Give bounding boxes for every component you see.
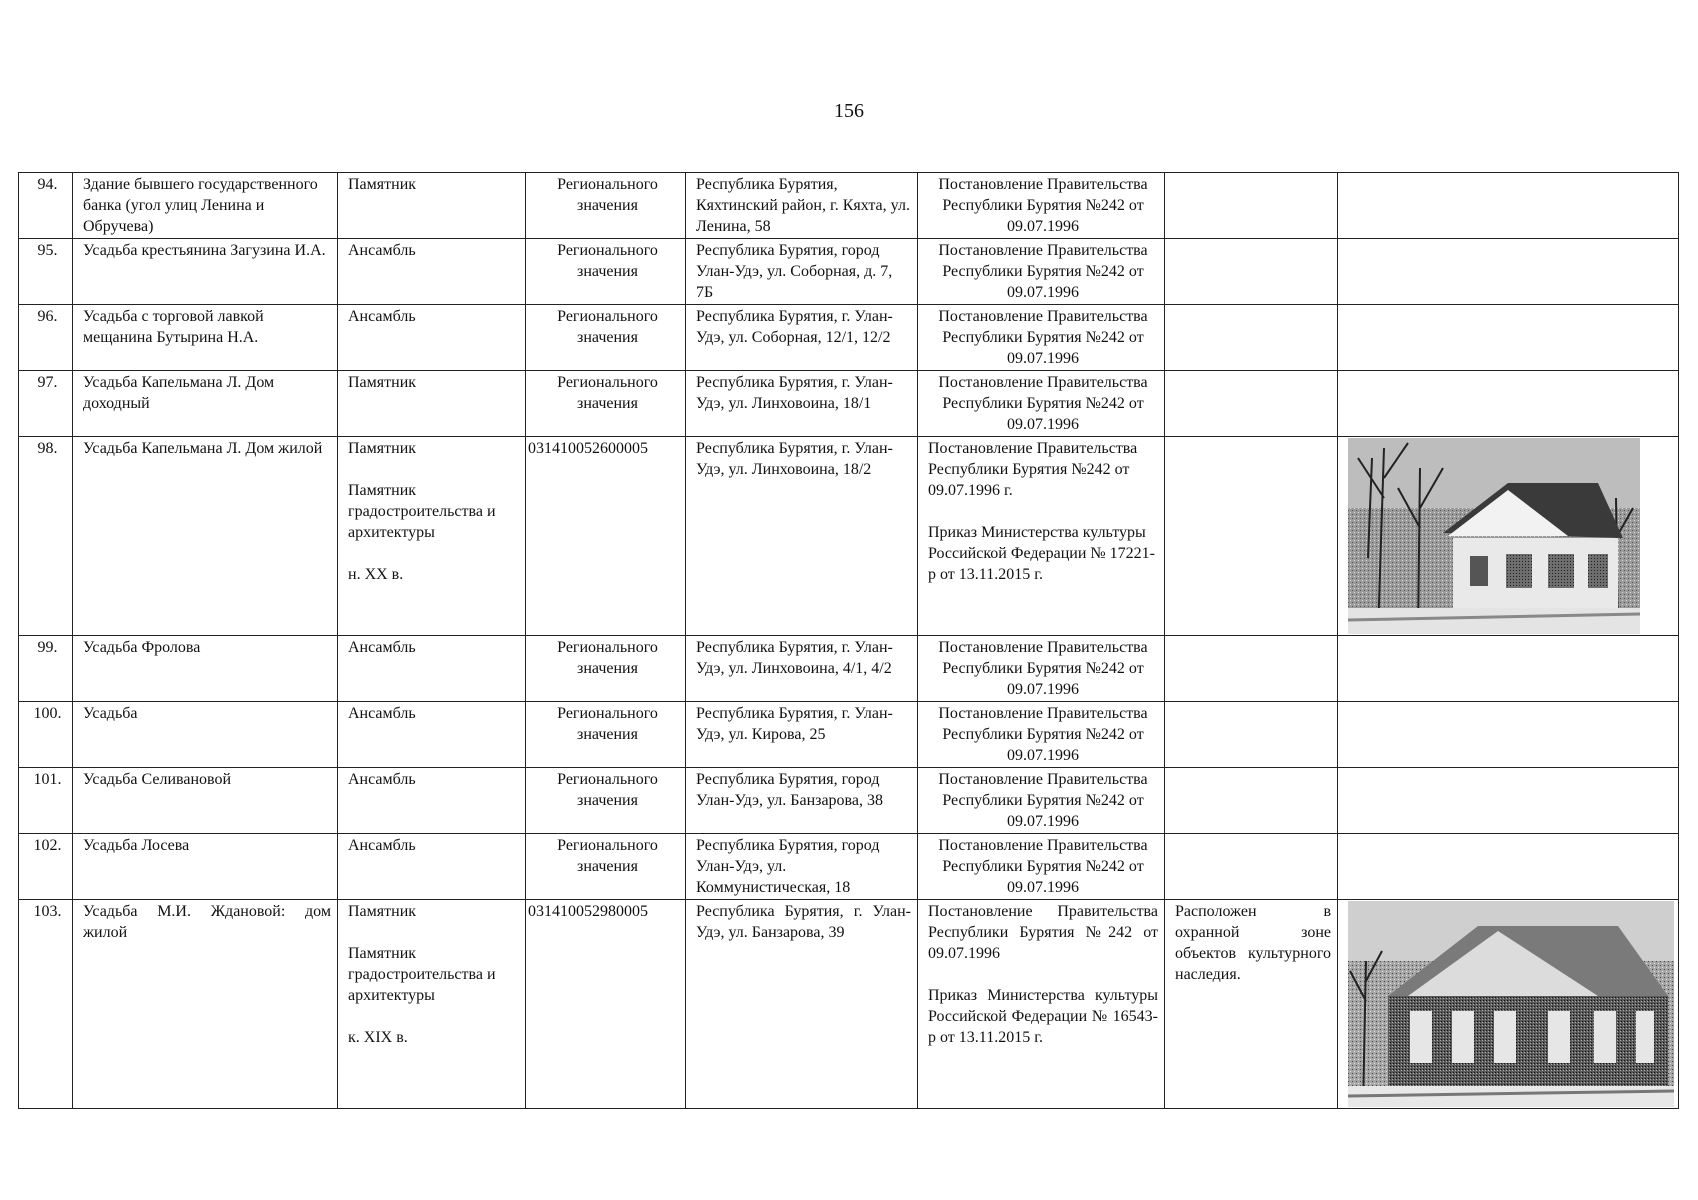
object-document: Постановление Правительства Республики Бурятия №242 от 09.07.1996 [918, 305, 1165, 371]
object-note: Расположен в охранной зоне объектов культурного наследия. [1165, 900, 1338, 1109]
table-row [19, 437, 1679, 636]
object-document: Постановление Правительства Республики Бурятия №242 от 09.07.1996 [918, 768, 1165, 834]
object-note [1165, 834, 1338, 900]
document-order: Приказ Министерства культуры Российской Федерации № 17221-р от 13.11.2015 г. [928, 524, 1156, 583]
row-number: 97. [19, 371, 73, 437]
object-name: Усадьба Капельмана Л. Дом жилой [73, 437, 338, 636]
object-type-label: Памятник [348, 440, 417, 457]
object-photo [1338, 305, 1679, 371]
object-document: Постановление Правительства Республики Бурятия №242 от 09.07.1996 [918, 239, 1165, 305]
registry-number: 031410052980005 [526, 900, 686, 1109]
row-number: 94. [19, 173, 73, 239]
object-name: Усадьба Капельмана Л. Дом доходный [73, 371, 338, 437]
object-address: Республика Бурятия, город Улан-Удэ, ул. Коммунистическая, 18 [686, 834, 918, 900]
table-row [19, 305, 1679, 371]
object-photo [1338, 636, 1679, 702]
object-type-detail: Памятник градостроительства и архитектуры [348, 482, 496, 541]
object-type: Ансамбль [338, 768, 526, 834]
object-name: Усадьба с торговой лавкой мещанина Бутырина Н.А. [73, 305, 338, 371]
object-category: Регионального значения [526, 371, 686, 437]
table-row [19, 900, 1679, 1109]
table-row [19, 239, 1679, 305]
row-number: 102. [19, 834, 73, 900]
row-number: 98. [19, 437, 73, 636]
object-document [918, 437, 1165, 636]
object-name: Усадьба М.И. Ждановой: дом жилой [73, 900, 338, 1109]
row-number: 95. [19, 239, 73, 305]
table-row [19, 834, 1679, 900]
object-note [1165, 702, 1338, 768]
object-type [338, 437, 526, 636]
object-document: Постановление Правительства Республики Бурятия №242 от 09.07.1996 [918, 371, 1165, 437]
table-row [19, 768, 1679, 834]
object-note [1165, 305, 1338, 371]
row-number: 96. [19, 305, 73, 371]
object-category: Регионального значения [526, 239, 686, 305]
object-photo [1338, 239, 1679, 305]
object-type-detail: Памятник градостроительства и архитектуры [348, 945, 496, 1004]
object-date: к. XIX в. [348, 1029, 408, 1046]
object-document [918, 900, 1165, 1109]
table-row [19, 173, 1679, 239]
object-address: Республика Бурятия, г. Улан-Удэ, ул. Кирова, 25 [686, 702, 918, 768]
document-decree: Постановление Правительства Республики Бурятия №242 от 09.07.1996 г. [928, 440, 1138, 499]
object-photo [1338, 371, 1679, 437]
table-row [19, 702, 1679, 768]
object-photo [1338, 834, 1679, 900]
object-note [1165, 768, 1338, 834]
object-category: Регионального значения [526, 636, 686, 702]
object-photo [1338, 437, 1679, 636]
object-type: Памятник [338, 173, 526, 239]
object-type: Памятник [338, 371, 526, 437]
object-note [1165, 437, 1338, 636]
object-note [1165, 371, 1338, 437]
object-name: Здание бывшего государственного банка (угол улиц Ленина и Обручева) [73, 173, 338, 239]
object-type: Ансамбль [338, 636, 526, 702]
house-photo [1348, 901, 1674, 1107]
object-name: Усадьба Селивановой [73, 768, 338, 834]
object-name: Усадьба Фролова [73, 636, 338, 702]
object-photo [1338, 768, 1679, 834]
document-order: Приказ Министерства культуры Российской Федерации № 16543-р от 13.11.2015 г. [928, 987, 1158, 1046]
row-number: 100. [19, 702, 73, 768]
object-name: Усадьба Лосева [73, 834, 338, 900]
object-address: Республика Бурятия, город Улан-Удэ, ул. Соборная, д. 7, 7Б [686, 239, 918, 305]
row-number: 103. [19, 900, 73, 1109]
table-row [19, 371, 1679, 437]
registry-number: 031410052600005 [526, 437, 686, 636]
object-name: Усадьба крестьянина Загузина И.А. [73, 239, 338, 305]
table-row [19, 636, 1679, 702]
object-address: Республика Бурятия, г. Улан-Удэ, ул. Соборная, 12/1, 12/2 [686, 305, 918, 371]
object-type: Ансамбль [338, 834, 526, 900]
object-photo [1338, 702, 1679, 768]
object-document: Постановление Правительства Республики Бурятия №242 от 09.07.1996 [918, 834, 1165, 900]
document-decree: Постановление Правительства Республики Бурятия №242 от 09.07.1996 [928, 903, 1158, 962]
house-photo [1348, 438, 1640, 634]
object-date: н. XX в. [348, 566, 404, 583]
heritage-registry-table [18, 172, 1679, 1109]
object-name: Усадьба [73, 702, 338, 768]
object-address: Республика Бурятия, г. Улан-Удэ, ул. Банзарова, 39 [686, 900, 918, 1109]
object-type: Ансамбль [338, 239, 526, 305]
object-address: Республика Бурятия, город Улан-Удэ, ул. Банзарова, 38 [686, 768, 918, 834]
object-category: Регионального значения [526, 834, 686, 900]
object-photo [1338, 900, 1679, 1109]
object-document: Постановление Правительства Республики Бурятия №242 от 09.07.1996 [918, 173, 1165, 239]
object-type-label: Памятник [348, 903, 417, 920]
object-note [1165, 239, 1338, 305]
object-type: Ансамбль [338, 305, 526, 371]
page-number: 156 [834, 100, 864, 122]
object-photo [1338, 173, 1679, 239]
object-address: Республика Бурятия, Кяхтинский район, г. Кяхта, ул. Ленина, 58 [686, 173, 918, 239]
object-category: Регионального значения [526, 173, 686, 239]
object-category: Регионального значения [526, 305, 686, 371]
object-category: Регионального значения [526, 702, 686, 768]
object-address: Республика Бурятия, г. Улан-Удэ, ул. Линховоина, 4/1, 4/2 [686, 636, 918, 702]
object-type [338, 900, 526, 1109]
object-document: Постановление Правительства Республики Бурятия №242 от 09.07.1996 [918, 636, 1165, 702]
object-type: Ансамбль [338, 702, 526, 768]
object-note [1165, 173, 1338, 239]
object-category: Регионального значения [526, 768, 686, 834]
object-document: Постановление Правительства Республики Бурятия №242 от 09.07.1996 [918, 702, 1165, 768]
row-number: 101. [19, 768, 73, 834]
object-address: Республика Бурятия, г. Улан-Удэ, ул. Линховоина, 18/1 [686, 371, 918, 437]
row-number: 99. [19, 636, 73, 702]
object-note [1165, 636, 1338, 702]
object-address: Республика Бурятия, г. Улан-Удэ, ул. Линховоина, 18/2 [686, 437, 918, 636]
